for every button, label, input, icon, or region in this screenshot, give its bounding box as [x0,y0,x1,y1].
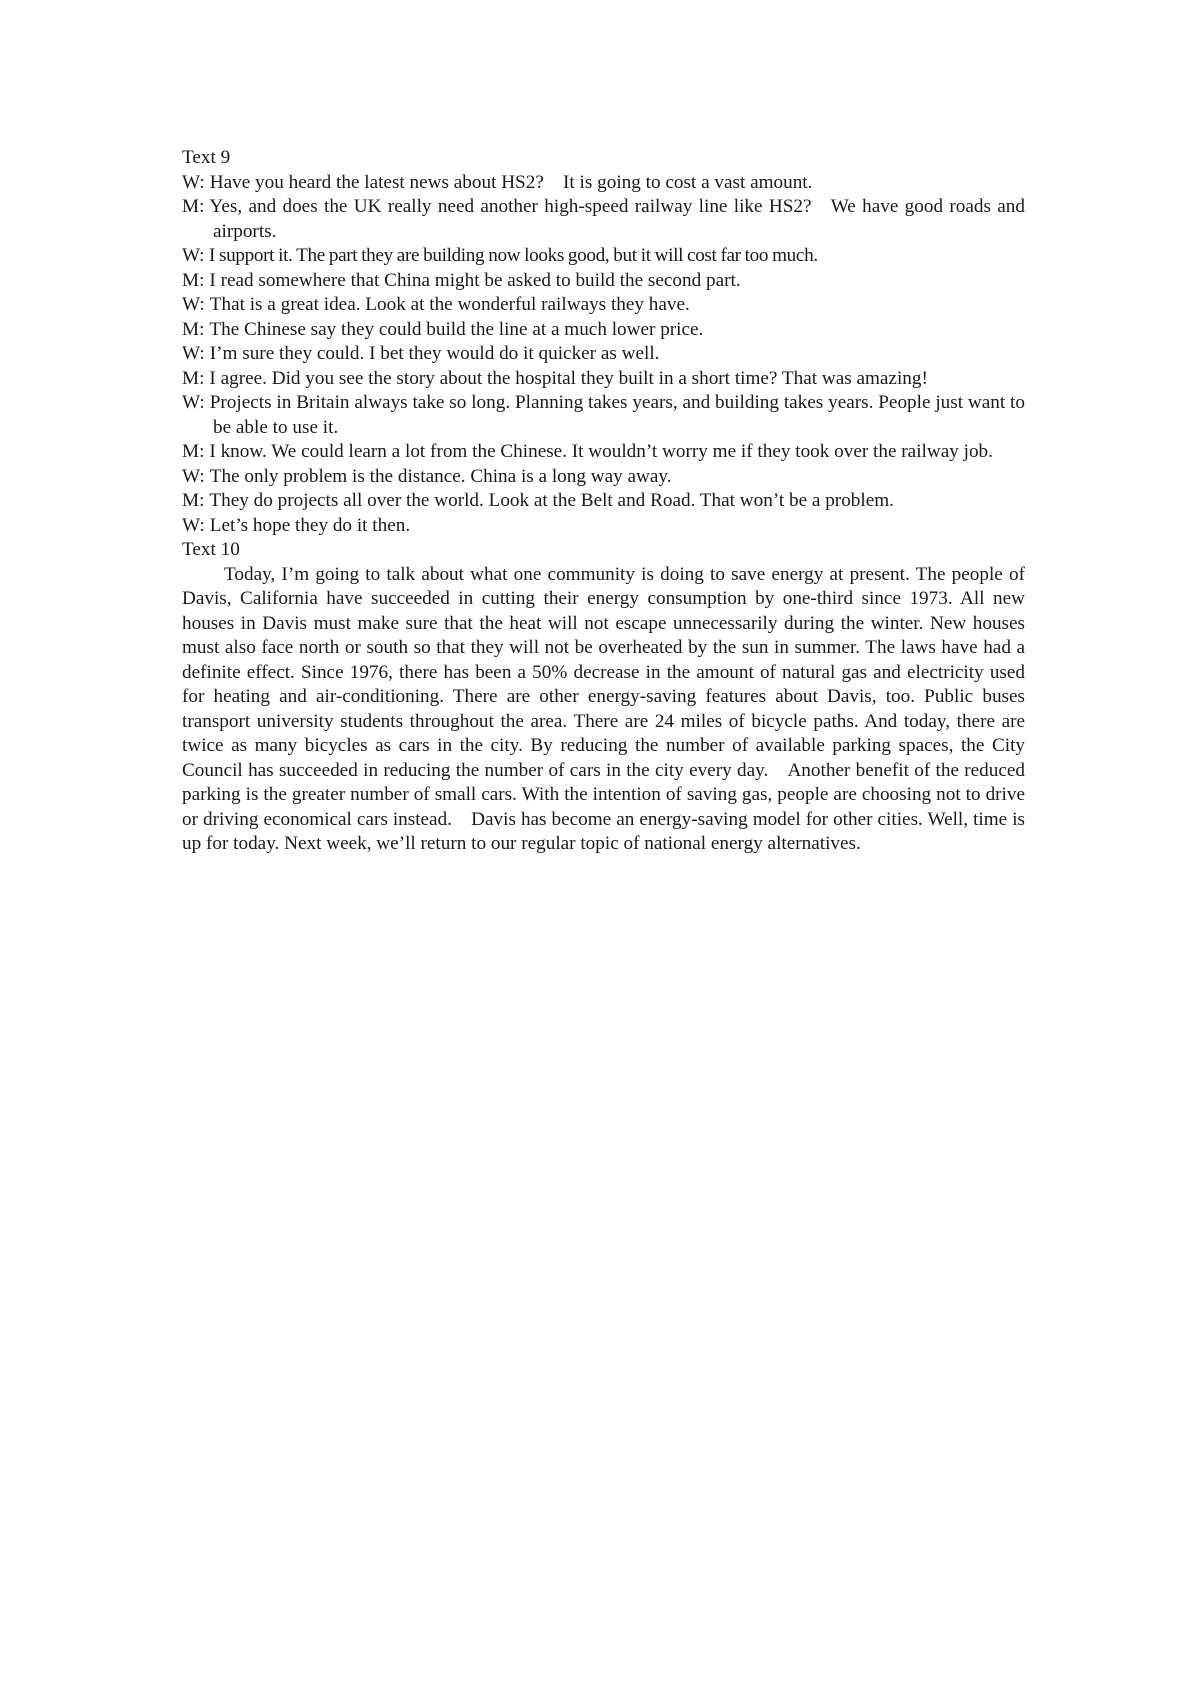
dialogue-line [182,465,1025,490]
speaker-label: M : [182,319,204,340]
speaker-label: W : [182,392,205,413]
dialogue-line [182,342,1025,367]
dialogue-text: I know. We could learn a lot from the Chinese. It wouldn’t worry me if they took over the railway job. [209,441,993,462]
dialogue-text: They do projects all over the world. Look at the Belt and Road. That won’t be a problem. [209,490,894,511]
speaker-label: W : [182,245,204,266]
speaker-label: M : [182,441,204,462]
text-10-heading: Text 10 [182,539,240,560]
dialogue-line [182,489,1025,514]
dialogue-line [182,367,1025,392]
speaker-label: W : [182,515,205,536]
dialogue-text: I support it. The part they are building now looks good, but it will cost far too much. [209,245,818,266]
dialogue-text: The only problem is the distance. China is a long way away. [209,465,672,487]
dialogue-text: Have you heard the latest news about HS2? It is going to cost a vast amount. [209,171,813,193]
text-9-heading: Text 9 [182,147,231,168]
dialogue-text: The Chinese say they could build the line at a much lower price. [209,318,704,340]
dialogue-text: Let’s hope they do it then. [209,514,411,536]
dialogue-line [182,440,1025,465]
dialogue-line [182,269,1025,294]
speaker-label: W : [182,466,205,487]
dialogue-line [182,293,1025,318]
speaker-label: W : [182,294,205,315]
dialogue-text: Projects in Britain always take so long. Planning takes years, and building takes years. People just want to be able to use it. [209,392,1025,438]
dialogue-line [182,171,1025,196]
document-page [182,146,1025,857]
dialogue-text: I read somewhere that China might be asked to build the second part. [209,269,741,291]
dialogue-line [182,391,1025,440]
speaker-label: W : [182,343,205,364]
dialogue-text: I agree. Did you see the story about the hospital they built in a short time? That was amazing! [209,367,928,389]
speaker-label: W : [182,172,205,193]
dialogue-line [182,244,1025,269]
speaker-label: M : [182,490,204,511]
text-9-dialogue [182,171,1025,539]
speaker-label: M : [182,368,204,389]
dialogue-text: That is a great idea. Look at the wonderful railways they have. [209,294,690,315]
dialogue-line [182,514,1025,539]
text-10-passage: Today, I’m going to talk about what one community is doing to save energy at present. The people of Davis, California have succeeded in cutting their energy consumption by one-third since 1973. All new houses in Davis must make sure that the heat will not escape unnecessarily during the winter. New houses must also face north or south so that they will not be overheated by the sun in summer. The laws have had a definite effect. Since 1976, there has been a 50% decrease in the amount of natural gas and electricity used for heating and air-conditioning. There are other energy-saving features about Davis, too. Public buses transport university students throughout the area. There are 24 miles of bicycle paths. And today, there are twice as many bicycles as cars in the city. By reducing the number of available parking spaces, the City Council has succeeded in reducing the number of cars in the city every day. Another benefit of the reduced parking is the greater number of small cars. With the intention of saving gas, people are choosing not to drive or driving economical cars instead. Davis has become an energy-saving model for other cities. Well, time is up for today. Next week, we’ll return to our regular topic of national energy alternatives. [182,563,1025,854]
dialogue-text: Yes, and does the UK really need another high-speed railway line like HS2? We have good roads and airports. [209,196,1025,242]
speaker-label: M : [182,270,204,291]
dialogue-text: I’m sure they could. I bet they would do it quicker as well. [209,343,660,364]
speaker-label: M : [182,196,204,217]
dialogue-line [182,318,1025,343]
dialogue-line [182,195,1025,244]
